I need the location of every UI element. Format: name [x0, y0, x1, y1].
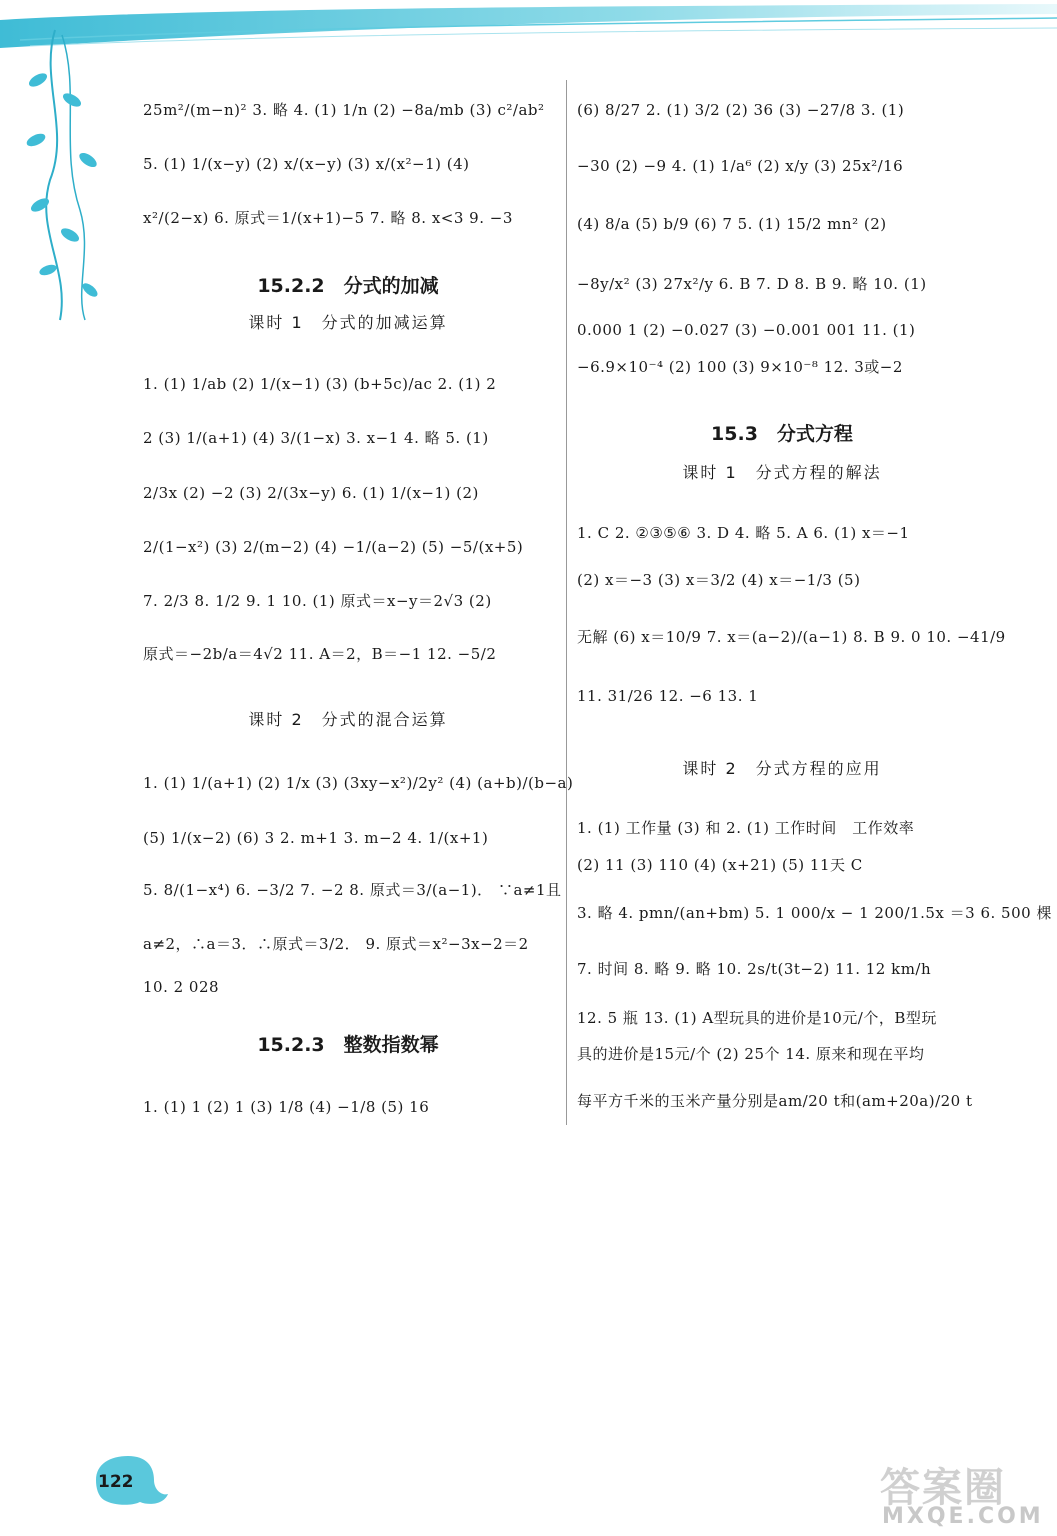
answer-line: a≠2，∴a＝3．∴原式＝3/2． 9. 原式＝x²−3x−2＝2 [143, 935, 529, 953]
answer-line: 1. (1) 1/(a+1) (2) 1/x (3) (3xy−x²)/2y² (4) (a+b)/(b−a) [143, 774, 574, 792]
answer-line: 2/(1−x²) (3) 2/(m−2) (4) −1/(a−2) (5) −5/(x+5) [143, 538, 524, 556]
section-heading-15-2-2: 15.2.2 分式的加减 [257, 275, 439, 297]
answer-line: −30 (2) −9 4. (1) 1/a⁶ (2) x/y (3) 25x²/16 [577, 157, 904, 175]
watermark-logo: 答案圈 [880, 1465, 1006, 1511]
answer-line: (5) 1/(x−2) (6) 3 2. m+1 3. m−2 4. 1/(x+1) [143, 829, 489, 847]
answer-line: (4) 8/a (5) b/9 (6) 7 5. (1) 15/2 mn² (2) [577, 215, 887, 233]
answer-line: 3. 略 4. pmn/(an+bm) 5. 1 000/x − 1 200/1.5x ＝3 6. 500 棵 [577, 904, 1052, 922]
lesson-heading: 课时 1 分式的加减运算 [248, 313, 448, 332]
header-banner [0, 0, 1057, 70]
answer-line: 12. 5 瓶 13. (1) A型玩具的进价是10元/个，B型玩 [577, 1009, 937, 1027]
section-heading-15-2-3: 15.2.3 整数指数幂 [257, 1034, 439, 1056]
lesson-heading: 课时 1 分式方程的解法 [682, 463, 882, 482]
answer-line: 5. 8/(1−x⁴) 6. −3/2 7. −2 8. 原式＝3/(a−1)． ∵a≠1且 [143, 881, 562, 899]
answer-line: 7. 2/3 8. 1/2 9. 1 10. (1) 原式＝x−y＝2√3 (2) [143, 592, 492, 610]
answer-line: 10. 2 028 [143, 978, 220, 996]
answer-line: 11. 31/26 12. −6 13. 1 [577, 687, 759, 705]
answer-line: −6.9×10⁻⁴ (2) 100 (3) 9×10⁻⁸ 12. 3或−2 [577, 358, 903, 376]
answer-line: 具的进价是15元/个 (2) 25个 14. 原来和现在平均 [577, 1045, 925, 1063]
answer-line: 1. (1) 工作量 (3) 和 2. (1) 工作时间 工作效率 [577, 819, 915, 837]
answer-line: 2 (3) 1/(a+1) (4) 3/(1−x) 3. x−1 4. 略 5. (1) [143, 429, 489, 447]
answer-line: 7. 时间 8. 略 9. 略 10. 2s/t(3t−2) 11. 12 km/h [577, 960, 932, 978]
answer-line: 1. (1) 1 (2) 1 (3) 1/8 (4) −1/8 (5) 16 [143, 1098, 430, 1116]
answer-line: (6) 8/27 2. (1) 3/2 (2) 36 (3) −27/8 3. (1) [577, 101, 905, 119]
section-heading-15-3: 15.3 分式方程 [711, 423, 853, 445]
answer-line: 无解 (6) x＝10/9 7. x＝(a−2)/(a−1) 8. B 9. 0 10. −41/9 [577, 628, 1006, 646]
watermark-url: MXQE.COM [882, 1504, 1044, 1529]
answer-line: 0.000 1 (2) −0.027 (3) −0.001 001 11. (1) [577, 321, 916, 339]
answer-line: (2) 11 (3) 110 (4) (x+21) (5) 11天 C [577, 856, 863, 874]
answer-line: 2/3x (2) −2 (3) 2/(3x−y) 6. (1) 1/(x−1) (2) [143, 484, 479, 502]
lesson-heading: 课时 2 分式方程的应用 [682, 759, 882, 778]
page-number: 122 [98, 1472, 134, 1492]
answer-line: 每平方千米的玉米产量分别是am/20 t和(am+20a)/20 t [577, 1092, 973, 1110]
answer-line: −8y/x² (3) 27x²/y 6. B 7. D 8. B 9. 略 10. (1) [577, 275, 927, 293]
answer-line: 25m²/(m−n)² 3. 略 4. (1) 1/n (2) −8a/mb (3) c²/ab² [143, 101, 545, 119]
answer-line: 5. (1) 1/(x−y) (2) x/(x−y) (3) x/(x²−1) (4) [143, 155, 470, 173]
answer-line: x²/(2−x) 6. 原式＝1/(x+1)−5 7. 略 8. x<3 9. −3 [143, 209, 513, 227]
column-divider [566, 80, 567, 1125]
lesson-heading: 课时 2 分式的混合运算 [248, 710, 448, 729]
answer-line: 1. (1) 1/ab (2) 1/(x−1) (3) (b+5c)/ac 2. (1) 2 [143, 375, 497, 393]
answer-line: 1. C 2. ②③⑤⑥ 3. D 4. 略 5. A 6. (1) x＝−1 [577, 524, 910, 542]
vine-decoration [0, 20, 110, 330]
answer-line: (2) x＝−3 (3) x＝3/2 (4) x＝−1/3 (5) [577, 571, 861, 589]
answer-line: 原式＝−2b/a＝4√2 11. A＝2，B＝−1 12. −5/2 [143, 645, 497, 663]
